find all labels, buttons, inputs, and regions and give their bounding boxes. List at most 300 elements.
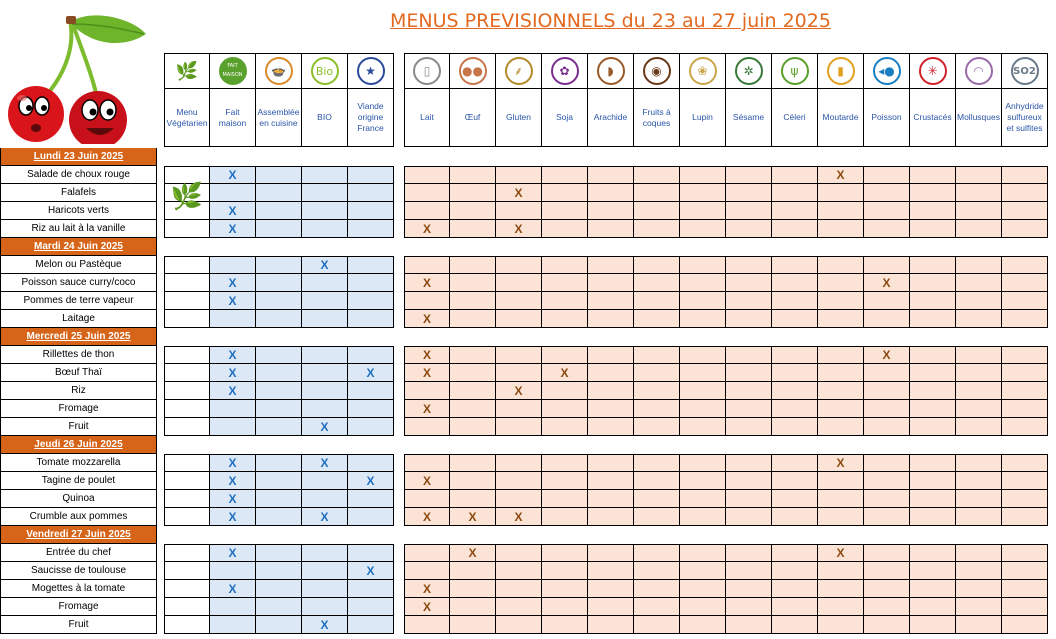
mark-cell (450, 184, 496, 202)
mark-cell (910, 202, 956, 220)
mark-cell (404, 256, 450, 274)
mark-cell (956, 166, 1002, 184)
shell-icon: ◠ (965, 57, 993, 85)
mark-cell (348, 598, 394, 616)
x-mark: X (320, 509, 329, 524)
mark-cell (772, 598, 818, 616)
column-label-anhydride: Anhydride sulfureux et sulfites (1002, 89, 1048, 147)
mark-cell (634, 220, 680, 238)
mark-cell (588, 364, 634, 382)
mark-cell (256, 616, 302, 634)
mark-cell (496, 346, 542, 364)
mark-cell (910, 490, 956, 508)
mark-cell (348, 202, 394, 220)
mark-cell (956, 490, 1002, 508)
mark-cell (1002, 220, 1048, 238)
dish-name: Riz au lait à la vanille (0, 220, 157, 238)
header-icon-cell (404, 53, 450, 89)
mark-cell (772, 454, 818, 472)
mark-cell (256, 184, 302, 202)
column-label-crustaces: Crustacés (910, 89, 956, 147)
mark-cell (210, 346, 256, 364)
mark-cell (302, 580, 348, 598)
x-mark: X (228, 203, 237, 218)
mark-cell (1002, 400, 1048, 418)
mark-cell (588, 508, 634, 526)
mark-cell (450, 418, 496, 436)
mark-cell (496, 598, 542, 616)
mark-cell (680, 382, 726, 400)
mark-cell (680, 274, 726, 292)
mark-cell (864, 346, 910, 364)
france-meat-icon: ★ (357, 57, 385, 85)
mark-cell (772, 184, 818, 202)
mark-cell (864, 220, 910, 238)
mark-cell (496, 220, 542, 238)
mark-cell (302, 400, 348, 418)
x-mark: X (320, 258, 329, 272)
mark-cell (404, 598, 450, 616)
mark-cell (256, 202, 302, 220)
mark-cell (348, 472, 394, 490)
mark-cell (818, 598, 864, 616)
header-icon-cell (772, 53, 818, 89)
mark-cell (910, 166, 956, 184)
mark-cell (256, 220, 302, 238)
mark-cell (634, 310, 680, 328)
mark-cell (864, 562, 910, 580)
mark-cell (818, 400, 864, 418)
mark-cell (302, 292, 348, 310)
dish-name: Melon ou Pastèque (0, 256, 157, 274)
mark-cell (772, 562, 818, 580)
mark-cell (210, 364, 256, 382)
mark-cell (772, 346, 818, 364)
header-icon-cell (1002, 53, 1048, 89)
mark-cell (210, 256, 256, 274)
mark-cell (210, 418, 256, 436)
mark-cell (634, 472, 680, 490)
mark-cell (302, 544, 348, 562)
column-label-celeri: Céleri (772, 89, 818, 147)
mark-cell (496, 382, 542, 400)
mark-cell (542, 418, 588, 436)
x-mark: X (422, 599, 431, 614)
mark-cell (680, 310, 726, 328)
mark-cell (956, 598, 1002, 616)
x-mark: X (228, 365, 237, 380)
mark-cell (404, 382, 450, 400)
mark-cell (542, 454, 588, 472)
x-mark: X (228, 168, 237, 182)
mark-cell (348, 256, 394, 274)
day-header: Mardi 24 Juin 2025 (0, 238, 157, 256)
mark-cell (910, 544, 956, 562)
x-mark: X (366, 563, 375, 578)
x-mark: X (422, 275, 431, 290)
header-icon-cell (726, 53, 772, 89)
mark-cell (956, 310, 1002, 328)
mark-cell (1002, 418, 1048, 436)
mark-cell (726, 382, 772, 400)
mark-cell (956, 454, 1002, 472)
mark-cell (210, 580, 256, 598)
dish-name: Quinoa (0, 490, 157, 508)
mark-cell (404, 346, 450, 364)
mark-cell (726, 508, 772, 526)
header-icon-cell (210, 53, 256, 89)
mark-cell (1002, 508, 1048, 526)
mark-cell (210, 310, 256, 328)
mark-cell (164, 580, 210, 598)
mark-cell (164, 220, 210, 238)
mark-cell (864, 256, 910, 274)
dish-name: Crumble aux pommes (0, 508, 157, 526)
mark-cell (404, 562, 450, 580)
x-mark: X (228, 581, 237, 596)
x-mark: X (422, 221, 431, 236)
mark-cell (348, 220, 394, 238)
mark-cell (210, 598, 256, 616)
x-mark: X (320, 456, 329, 470)
mark-cell (404, 616, 450, 634)
mark-cell (910, 508, 956, 526)
mark-cell (164, 400, 210, 418)
dish-name: Saucisse de toulouse (0, 562, 157, 580)
mark-cell (772, 364, 818, 382)
peanut-icon: ◗ (597, 57, 625, 85)
mark-cell (864, 274, 910, 292)
mark-cell (680, 598, 726, 616)
mark-cell (302, 274, 348, 292)
mark-cell (164, 616, 210, 634)
mark-cell (680, 202, 726, 220)
mark-cell (588, 544, 634, 562)
day-header: Lundi 23 Juin 2025 (0, 148, 157, 166)
mark-cell (496, 364, 542, 382)
mark-cell (256, 454, 302, 472)
mark-cell (634, 490, 680, 508)
mark-cell (864, 508, 910, 526)
mark-cell (542, 184, 588, 202)
dish-name: Laitage (0, 310, 157, 328)
mark-cell (588, 562, 634, 580)
dish-name: Tagine de poulet (0, 472, 157, 490)
mark-cell (726, 256, 772, 274)
mark-cell (164, 508, 210, 526)
mark-cell (542, 472, 588, 490)
x-mark: X (228, 473, 237, 488)
mark-cell (818, 418, 864, 436)
x-mark: X (366, 365, 375, 380)
mark-cell (634, 508, 680, 526)
header-icon-cell (910, 53, 956, 89)
mark-cell (818, 256, 864, 274)
mark-cell (864, 580, 910, 598)
mark-cell (910, 382, 956, 400)
mark-cell (864, 292, 910, 310)
mark-cell (588, 184, 634, 202)
mark-cell (542, 346, 588, 364)
header-icon-cell (634, 53, 680, 89)
mark-cell (1002, 616, 1048, 634)
mark-cell (1002, 166, 1048, 184)
mark-cell (256, 292, 302, 310)
dish-name: Falafels (0, 184, 157, 202)
mark-cell (210, 472, 256, 490)
mark-cell (726, 202, 772, 220)
mark-cell (542, 274, 588, 292)
mark-cell (542, 292, 588, 310)
mark-cell (164, 598, 210, 616)
mark-cell (680, 508, 726, 526)
mark-cell (404, 220, 450, 238)
column-label-assemb: Assemblée en cuisine (256, 89, 302, 147)
mark-cell (726, 166, 772, 184)
mark-cell (772, 418, 818, 436)
mark-cell (542, 220, 588, 238)
mark-cell (210, 544, 256, 562)
mark-cell (956, 220, 1002, 238)
so2-icon (1011, 57, 1039, 85)
column-label-gluten: Gluten (496, 89, 542, 147)
mark-cell (404, 580, 450, 598)
mark-cell (404, 292, 450, 310)
mark-cell (726, 310, 772, 328)
mark-cell (634, 166, 680, 184)
mark-cell (634, 454, 680, 472)
gluten-icon: ⸙ (505, 57, 533, 85)
x-mark: X (366, 473, 375, 488)
mark-cell (496, 256, 542, 274)
mark-cell (956, 184, 1002, 202)
x-mark: X (836, 546, 845, 560)
mark-cell (348, 310, 394, 328)
mark-cell (818, 184, 864, 202)
mark-cell (256, 400, 302, 418)
mark-cell (772, 166, 818, 184)
mark-cell (256, 472, 302, 490)
mark-cell (864, 310, 910, 328)
mark-cell (256, 256, 302, 274)
dish-name: Fruit (0, 616, 157, 634)
mark-cell (634, 364, 680, 382)
mark-cell (588, 292, 634, 310)
mark-cell (348, 274, 394, 292)
mark-cell (450, 292, 496, 310)
mark-cell (864, 490, 910, 508)
day-header: Jeudi 26 Juin 2025 (0, 436, 157, 454)
mark-cell (210, 220, 256, 238)
mark-cell (910, 580, 956, 598)
mark-cell (680, 418, 726, 436)
mark-cell (864, 364, 910, 382)
mark-cell (772, 544, 818, 562)
mark-cell (210, 184, 256, 202)
mark-cell (772, 220, 818, 238)
mark-cell (956, 346, 1002, 364)
dish-name: Haricots verts (0, 202, 157, 220)
mark-cell (256, 166, 302, 184)
mark-cell (450, 454, 496, 472)
lupin-icon: ❀ (689, 57, 717, 85)
mark-cell (496, 472, 542, 490)
dish-name: Bœuf Thaï (0, 364, 157, 382)
dish-name: Entrée du chef (0, 544, 157, 562)
mark-cell (210, 454, 256, 472)
mark-cell (302, 220, 348, 238)
mark-cell (210, 508, 256, 526)
column-label-mollusques: Mollusques (956, 89, 1002, 147)
header-icon-cell (542, 53, 588, 89)
mark-cell (450, 382, 496, 400)
mark-cell (864, 598, 910, 616)
mark-cell (772, 472, 818, 490)
fish-icon: ◂● (873, 57, 901, 85)
header-icon-cell (956, 53, 1002, 89)
mark-cell (772, 274, 818, 292)
mark-cell (1002, 562, 1048, 580)
mark-cell (496, 310, 542, 328)
mark-cell (588, 400, 634, 418)
mark-cell (450, 220, 496, 238)
mark-cell (164, 274, 210, 292)
mark-cell (634, 562, 680, 580)
mark-cell (726, 544, 772, 562)
x-mark: X (514, 509, 523, 524)
mark-cell (1002, 364, 1048, 382)
mark-cell (450, 508, 496, 526)
mark-cell (404, 472, 450, 490)
mark-cell (164, 292, 210, 310)
x-mark: X (422, 365, 431, 380)
mark-cell (680, 544, 726, 562)
header-icon-cell (864, 53, 910, 89)
mark-cell (302, 562, 348, 580)
nuts-icon: ◉ (643, 57, 671, 85)
mark-cell (772, 490, 818, 508)
mark-cell (1002, 472, 1048, 490)
x-mark: X (228, 509, 237, 524)
mark-cell (634, 184, 680, 202)
mark-cell (864, 382, 910, 400)
x-mark: X (514, 185, 523, 200)
column-label-poisson: Poisson (864, 89, 910, 147)
mark-cell (726, 454, 772, 472)
mark-cell (680, 400, 726, 418)
mustard-icon: ▮ (827, 57, 855, 85)
mark-cell (910, 418, 956, 436)
mark-cell (864, 616, 910, 634)
mark-cell (680, 166, 726, 184)
mark-cell (818, 364, 864, 382)
x-mark: X (560, 365, 569, 380)
mark-cell (542, 508, 588, 526)
mark-cell (864, 454, 910, 472)
mark-cell (1002, 454, 1048, 472)
mark-cell (956, 418, 1002, 436)
mark-cell (256, 274, 302, 292)
mark-cell (956, 364, 1002, 382)
mark-cell (910, 184, 956, 202)
mark-cell (818, 310, 864, 328)
mark-cell (348, 400, 394, 418)
mark-cell (496, 274, 542, 292)
dish-name: Salade de choux rouge (0, 166, 157, 184)
mark-cell (164, 472, 210, 490)
x-mark: X (514, 383, 523, 398)
mark-cell (450, 166, 496, 184)
mark-cell (542, 364, 588, 382)
header-icon-cell (256, 53, 302, 89)
column-label-sesame: Sésame (726, 89, 772, 147)
mark-cell (542, 400, 588, 418)
mark-cell (404, 454, 450, 472)
mark-cell (164, 418, 210, 436)
mark-cell (450, 490, 496, 508)
column-label-oeuf: Œuf (450, 89, 496, 147)
mark-cell (772, 508, 818, 526)
header-icon-cell (496, 53, 542, 89)
x-mark: X (228, 221, 237, 236)
column-label-fruits: Fruits à coques (634, 89, 680, 147)
mark-cell (348, 580, 394, 598)
mark-cell (302, 454, 348, 472)
mark-cell (864, 202, 910, 220)
mark-cell (910, 562, 956, 580)
mark-cell (256, 382, 302, 400)
mark-cell (348, 418, 394, 436)
mark-cell (210, 616, 256, 634)
mark-cell (542, 580, 588, 598)
mark-cell (680, 220, 726, 238)
mark-cell (588, 616, 634, 634)
mark-cell (910, 220, 956, 238)
day-header: Mercredi 25 Juin 2025 (0, 328, 157, 346)
mark-cell (956, 472, 1002, 490)
mark-cell (210, 382, 256, 400)
mark-cell (348, 562, 394, 580)
mark-cell (256, 418, 302, 436)
mark-cell (496, 418, 542, 436)
mark-cell (726, 418, 772, 436)
mark-cell (210, 562, 256, 580)
mark-cell (164, 310, 210, 328)
mark-cell (588, 346, 634, 364)
mark-cell (726, 184, 772, 202)
mark-cell (1002, 292, 1048, 310)
mark-cell (450, 346, 496, 364)
x-mark: X (422, 581, 431, 596)
mark-cell (726, 616, 772, 634)
mark-cell (588, 382, 634, 400)
mark-cell (818, 508, 864, 526)
mark-cell (1002, 202, 1048, 220)
mark-cell (404, 364, 450, 382)
mark-cell (634, 544, 680, 562)
mark-cell (956, 580, 1002, 598)
mark-cell (496, 544, 542, 562)
mark-cell (634, 292, 680, 310)
mark-cell (1002, 544, 1048, 562)
dish-name: Mogettes à la tomate (0, 580, 157, 598)
column-label-arachide: Arachide (588, 89, 634, 147)
leaf-icon: 🌿 (175, 60, 199, 82)
x-mark: X (422, 311, 431, 326)
mark-cell (726, 274, 772, 292)
mark-cell (302, 184, 348, 202)
mark-cell (910, 616, 956, 634)
